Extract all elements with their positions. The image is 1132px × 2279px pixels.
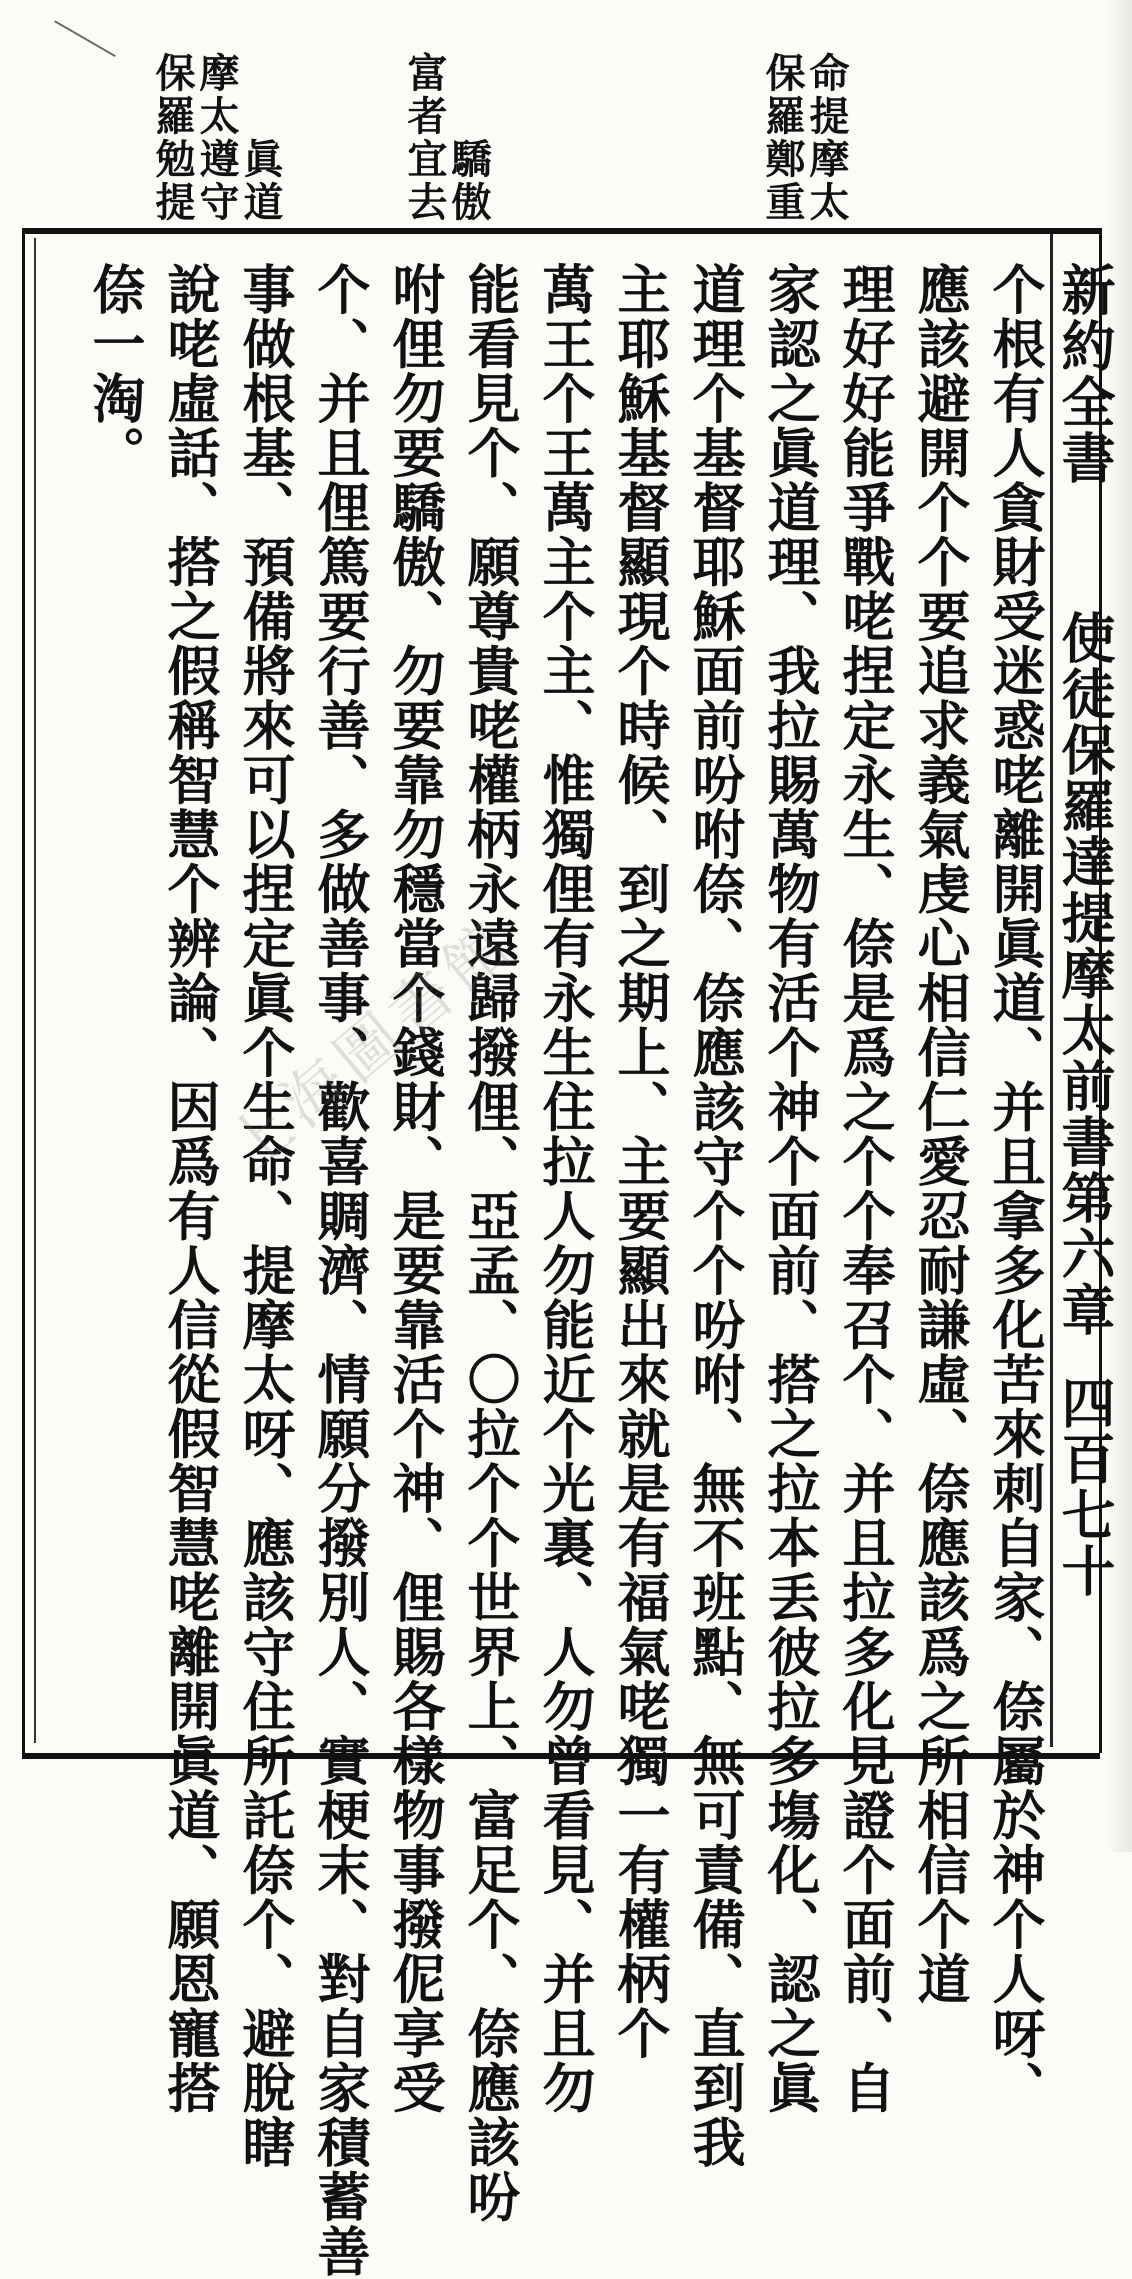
book-title: 新約全書: [1053, 262, 1117, 486]
margin-note-1-line-2: 命提摩太: [803, 52, 850, 224]
text-column-4: 家認之眞道理、我拉賜萬物有活个神个面前、搭之拉本丢彼拉多塲化、認之眞: [759, 262, 821, 2115]
text-column-2: 應該避開个个要追求義氣虔心相信仁愛忍耐謙虛、倷應該爲之所相信个道: [909, 262, 971, 2006]
margin-note-3-line-1: 保羅勉提: [149, 52, 196, 224]
text-column-3: 理好好能爭戰咾捏定永生、倷是爲之个个奉召个、并且拉多化見證个面前、自: [834, 262, 896, 2115]
text-column-11: 事做根基、預備將來可以捏定眞个生命、提摩太呀、應該守住所託倷个、避脫瞎: [234, 262, 296, 2170]
margin-note-2: [402, 52, 490, 233]
margin-note-3-line-2: 摩太遵守: [193, 52, 240, 224]
text-column-5: 道理个基督耶穌面前吩咐倷、倷應該守个个吩咐、無不班點、無可責備、直到我: [684, 262, 746, 2170]
text-column-12: 說咾虛話、搭之假稱智慧个辨論、因爲有人信從假智慧咾離開眞道、願恩寵搭: [159, 262, 221, 2115]
chapter-title: 使徒保羅達提摩太前書第六章: [1053, 610, 1117, 1338]
margin-note-3-line-3: 眞道: [237, 138, 284, 224]
text-column-8: 能看見个、願尊貴咾權柄永遠歸撥俚、亞孟、〇拉个个世界上、富足个、倷應該吩: [459, 262, 521, 2224]
margin-note-3: [150, 52, 282, 233]
text-column-10: 个、并且俚篤要行善、多做善事、歡喜賙濟、情願分撥別人、實梗末、對自家積蓄善: [309, 262, 371, 2279]
page-number: 四百七十: [1053, 1375, 1117, 1599]
margin-note-1-line-1: 保羅鄭重: [759, 52, 806, 224]
text-column-13: 倷一淘。: [84, 262, 146, 480]
text-column-6: 主耶穌基督顯現个時候、到之期上、主要顯出來就是有福氣咾獨一有權柄个: [609, 262, 671, 2061]
margin-note-1: [760, 52, 848, 233]
margin-note-2-line-1: 富者宜去: [401, 52, 448, 224]
inner-rule: [34, 238, 36, 1743]
margin-scribble: [34, 20, 116, 91]
text-column-7: 萬王个王萬主个主、惟獨俚有永生住拉人勿能近个光裏、人勿曾看見、并且勿: [534, 262, 596, 2115]
text-column-9: 咐俚勿要驕傲、勿要靠勿穩當个錢財、是要靠活个神、俚賜各樣物事撥伲享受: [384, 262, 446, 2115]
frame-rule-left: [22, 228, 25, 1753]
text-column-1: 个根有人貪財受迷惑咾離開眞道、并且拿多化苦來刺自家、倷屬於神个人呀、: [984, 262, 1046, 2115]
library-watermark: 上海圖書館: [213, 904, 529, 1186]
margin-note-2-line-2: 驕傲: [445, 138, 492, 224]
